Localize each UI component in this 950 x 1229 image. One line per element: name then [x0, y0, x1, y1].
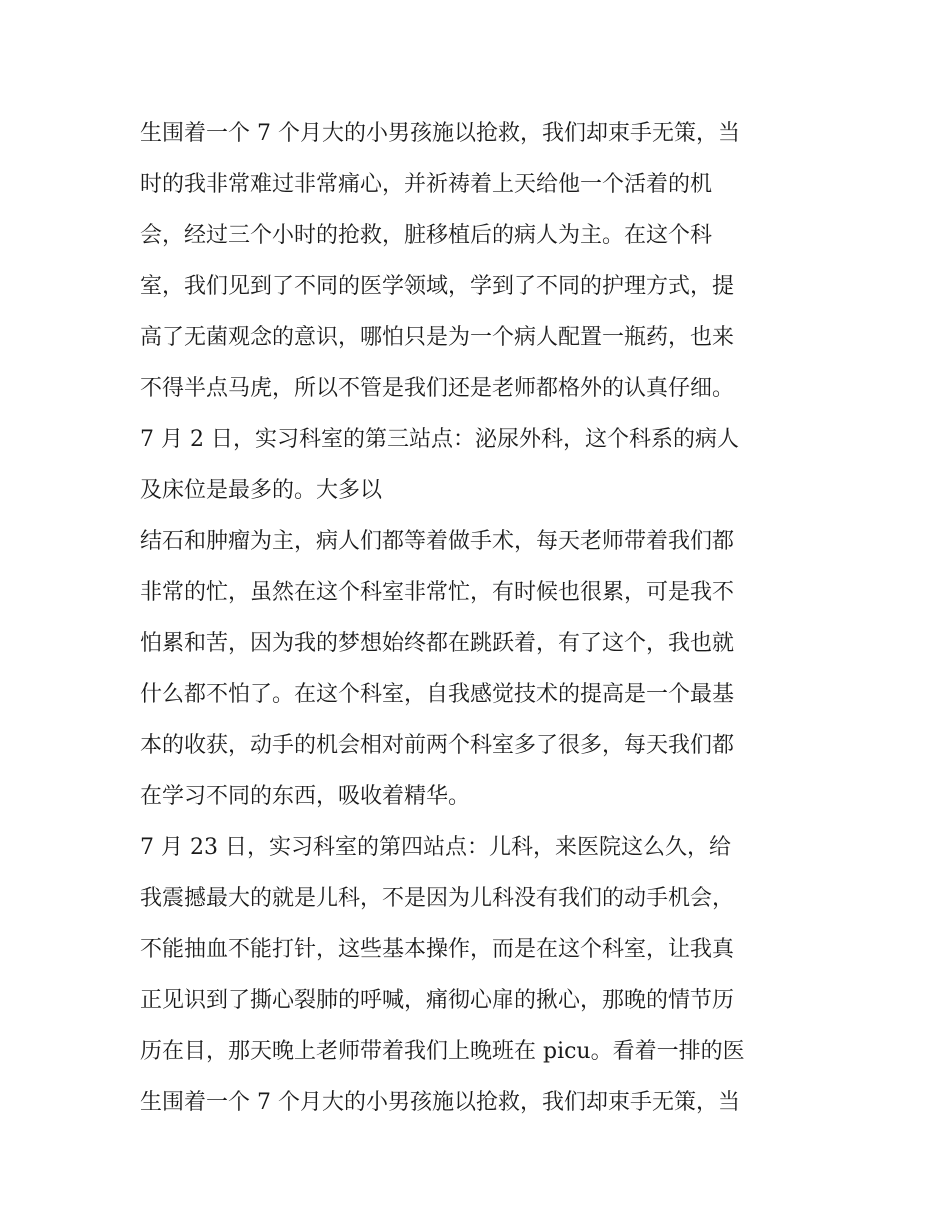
- text-line: 时的我非常难过非常痛心，并祈祷着上天给他一个活着的机: [140, 172, 713, 197]
- text-line: 怕累和苦，因为我的梦想始终都在跳跃着，有了这个，我也就: [140, 631, 735, 656]
- text-line: 历在目，那天晚上老师带着我们上晚班在 picu。看着一排的医: [140, 1039, 745, 1064]
- text-line: 什么都不怕了。在这个科室，自我感觉技术的提高是一个最基: [140, 682, 735, 707]
- text-line: 生围着一个 7 个月大的小男孩施以抢救，我们却束手无策，当: [140, 121, 740, 146]
- text-line: 非常的忙，虽然在这个科室非常忙，有时候也很累，可是我不: [140, 580, 735, 605]
- text-line: 生围着一个 7 个月大的小男孩施以抢救，我们却束手无策，当: [140, 1090, 740, 1115]
- text-line: 本的收获，动手的机会相对前两个科室多了很多，每天我们都: [140, 733, 735, 758]
- text-line: 室，我们见到了不同的医学领域，学到了不同的护理方式，提: [140, 274, 735, 299]
- text-line: 不能抽血不能打针，这些基本操作，而是在这个科室，让我真: [140, 937, 735, 962]
- text-line: 7 月 23 日，实习科室的第四站点：儿科，来医院这么久，给: [140, 835, 731, 860]
- text-line: 不得半点马虎，所以不管是我们还是老师都格外的认真仔细。: [140, 376, 735, 401]
- text-line: 结石和肿瘤为主，病人们都等着做手术，每天老师带着我们都: [140, 529, 735, 554]
- text-line: 及床位是最多的。大多以: [140, 478, 383, 503]
- text-line: 7 月 2 日，实习科室的第三站点：泌尿外科，这个科系的病人: [140, 427, 739, 452]
- text-line: 正见识到了撕心裂肺的呼喊，痛彻心扉的揪心，那晚的情节历: [140, 988, 735, 1013]
- text-line: 高了无菌观念的意识，哪怕只是为一个病人配置一瓶药，也来: [140, 325, 735, 350]
- text-line: 我震撼最大的就是儿科，不是因为儿科没有我们的动手机会，: [140, 886, 735, 911]
- document-body-text: [140, 108, 820, 1128]
- text-line: 会，经过三个小时的抢救，脏移植后的病人为主。在这个科: [140, 223, 713, 248]
- text-line: 在学习不同的东西，吸收着精华。: [140, 784, 471, 809]
